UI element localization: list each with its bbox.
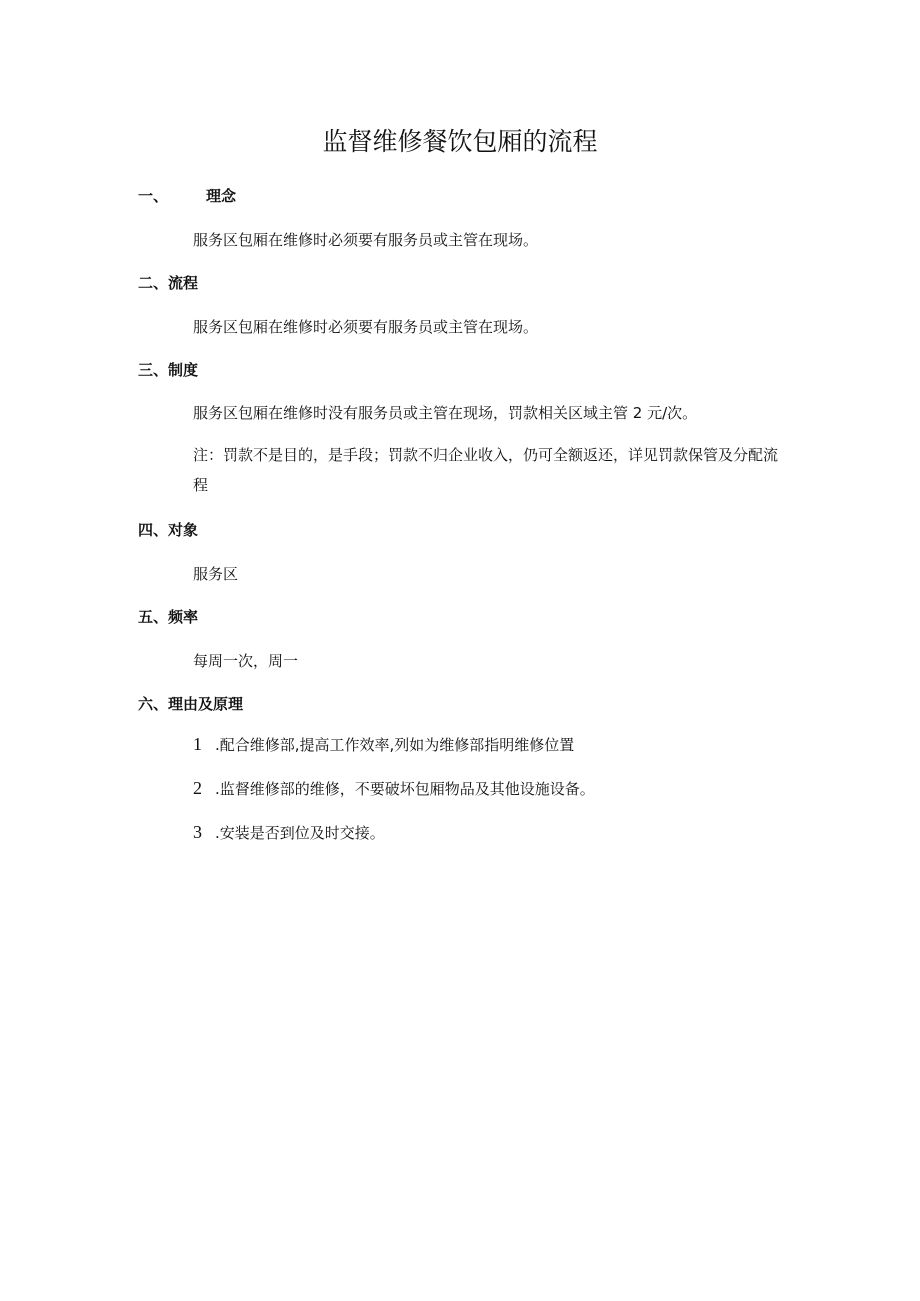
section-4-paragraph: 服务区 xyxy=(193,565,239,583)
list-index: 1 xyxy=(193,734,202,754)
list-text: .监督维修部的维修，不要破坏包厢物品及其他设施设备。 xyxy=(215,780,595,798)
list-text: .安装是否到位及时交接。 xyxy=(215,824,385,842)
section-heading-3 xyxy=(138,359,198,380)
section-2-paragraph: 服务区包厢在维修时必须要有服务员或主管在现场。 xyxy=(193,318,539,336)
section-title: 制度 xyxy=(168,361,199,379)
list-item xyxy=(193,734,574,755)
section-3-paragraph: 服务区包厢在维修时没有服务员或主管在现场，罚款相关区域主管 2 元/次。 xyxy=(193,404,698,422)
section-number: 三、 xyxy=(138,361,169,379)
list-item xyxy=(193,778,595,799)
section-title: 频率 xyxy=(168,608,199,626)
section-heading-2 xyxy=(138,272,198,293)
section-5-paragraph: 每周一次，周一 xyxy=(193,652,299,670)
section-3-note: 注：罚款不是目的，是手段；罚款不归企业收入，仍可全额返还，详见罚款保管及分配流程 xyxy=(193,446,779,494)
section-heading-4 xyxy=(138,519,198,540)
section-heading-6 xyxy=(138,693,243,714)
section-number: 二、 xyxy=(138,274,169,292)
section-number: 一、 xyxy=(138,187,169,205)
section-title: 流程 xyxy=(168,274,199,292)
section-1-paragraph: 服务区包厢在维修时必须要有服务员或主管在现场。 xyxy=(193,231,539,249)
section-number: 五、 xyxy=(138,608,169,626)
section-heading-5 xyxy=(138,606,198,627)
document-title: 监督维修餐饮包厢的流程 xyxy=(322,127,598,156)
list-index: 2 xyxy=(193,778,202,798)
section-heading-1 xyxy=(138,185,236,206)
section-title: 理念 xyxy=(206,187,237,205)
list-item xyxy=(193,822,385,843)
section-title: 对象 xyxy=(168,521,199,539)
list-text: .配合维修部,提高工作效率,列如为维修部指明维修位置 xyxy=(215,736,575,754)
section-number: 六、 xyxy=(138,695,169,713)
list-index: 3 xyxy=(193,822,202,842)
section-title: 理由及原理 xyxy=(168,695,244,713)
section-number: 四、 xyxy=(138,521,169,539)
